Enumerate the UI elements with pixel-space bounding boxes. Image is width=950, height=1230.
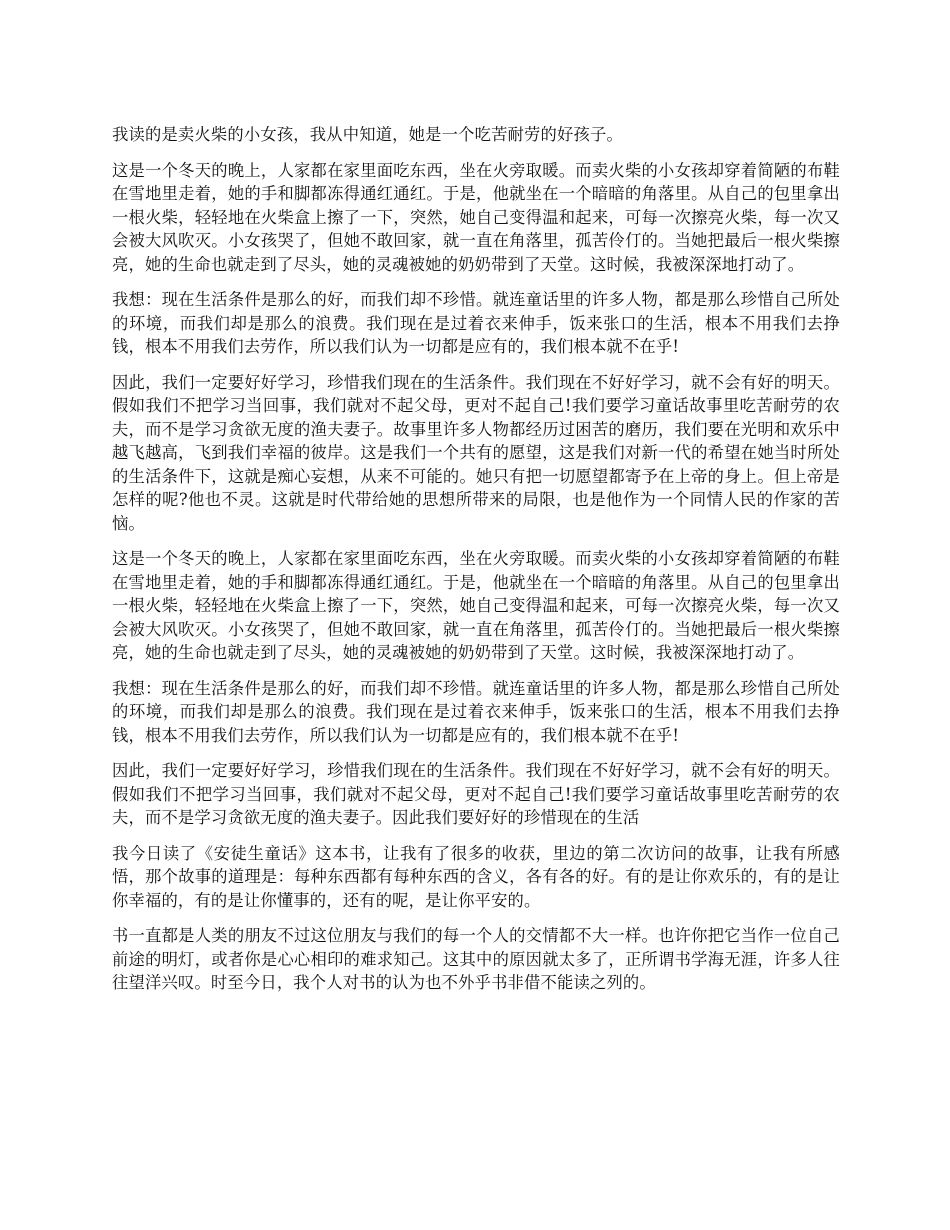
- paragraph-5: 这是一个冬天的晚上，人家都在家里面吃东西，坐在火旁取暖。而卖火柴的小女孩却穿着简陋的布鞋在雪地里走着，她的手和脚都冻得通红通红。于是，他就坐在一个暗暗的角落里。从自己的包里拿出一根火柴，轻轻地在火柴盒上擦了一下，突然，她自己变得温和起来，可每一次擦亮火柴，每一次又会被大风吹灭。小女孩哭了，但她不敢回家，就一直在角落里，孤苦伶仃的。当她把最后一根火柴擦亮，她的生命也就走到了尽头，她的灵魂被她的奶奶带到了天堂。这时候，我被深深地打动了。: [112, 549, 840, 662]
- paragraph-7: 因此，我们一定要好好学习，珍惜我们现在的生活条件。我们现在不好好学习，就不会有好的明天。假如我们不把学习当回事，我们就对不起父母，更对不起自己!我们要学习童话故事里吃苦耐劳的农夫，而不是学习贪欲无度的渔夫妻子。因此我们要好好的珍惜现在的生活: [112, 761, 840, 827]
- paragraph-8: 我今日读了《安徒生童话》这本书，让我有了很多的收获，里边的第二次访问的故事，让我有所感悟，那个故事的道理是：每种东西都有每种东西的含义，各有各的好。有的是让你欢乐的，有的是让你幸福的，有的是让你懂事的，还有的呢，是让你平安的。: [112, 843, 840, 910]
- paragraph-9: 书一直都是人类的朋友不过这位朋友与我们的每一个人的交情都不大一样。也许你把它当作一位自己前途的明灯，或者你是心心相印的难求知己。这其中的原因就太多了，正所谓书学海无涯，许多人往往望洋兴叹。时至今日，我个人对书的认为也不外乎书非借不能读之列的。: [112, 926, 840, 992]
- paragraph-3: 我想：现在生活条件是那么的好，而我们却不珍惜。就连童话里的许多人物，都是那么珍惜自己所处的环境，而我们却是那么的浪费。我们现在是过着衣来伸手，饭来张口的生活，根本不用我们去挣钱，根本不用我们去劳作，所以我们认为一切都是应有的，我们根本就不在乎!: [112, 290, 840, 356]
- paragraph-4: 因此，我们一定要好好学习，珍惜我们现在的生活条件。我们现在不好好学习，就不会有好的明天。假如我们不把学习当回事，我们就对不起父母，更对不起自己!我们要学习童话故事里吃苦耐劳的农夫，而不是学习贪欲无度的渔夫妻子。故事里许多人物都经历过困苦的磨历，我们要在光明和欢乐中越飞越高，飞到我们幸福的彼岸。这是我们一个共有的愿望，这是我们对新一代的希望在她当时所处的生活条件下，这就是痴心妄想，从来不可能的。她只有把一切愿望都寄予在上帝的身上。但上帝是怎样的呢?他也不灵。这就是时代带给她的思想所带来的局限，也是他作为一个同情人民的作家的苦恼。: [112, 372, 840, 533]
- paragraph-1: 我读的是卖火柴的小女孩，我从中知道，她是一个吃苦耐劳的好孩子。: [112, 125, 623, 144]
- document-body: [112, 123, 840, 1007]
- paragraph-2: 这是一个冬天的晚上，人家都在家里面吃东西，坐在火旁取暖。而卖火柴的小女孩却穿着简陋的布鞋在雪地里走着，她的手和脚都冻得通红通红。于是，他就坐在一个暗暗的角落里。从自己的包里拿出一根火柴，轻轻地在火柴盒上擦了一下，突然，她自己变得温和起来，可每一次擦亮火柴，每一次又会被大风吹灭。小女孩哭了，但她不敢回家，就一直在角落里，孤苦伶仃的。当她把最后一根火柴擦亮，她的生命也就走到了尽头，她的灵魂被她的奶奶带到了天堂。这时候，我被深深地打动了。: [112, 160, 840, 274]
- paragraph-6: 我想：现在生活条件是那么的好，而我们却不珍惜。就连童话里的许多人物，都是那么珍惜自己所处的环境，而我们却是那么的浪费。我们现在是过着衣来伸手，饭来张口的生活，根本不用我们去挣钱，根本不用我们去劳作，所以我们认为一切都是应有的，我们根本就不在乎!: [112, 678, 840, 745]
